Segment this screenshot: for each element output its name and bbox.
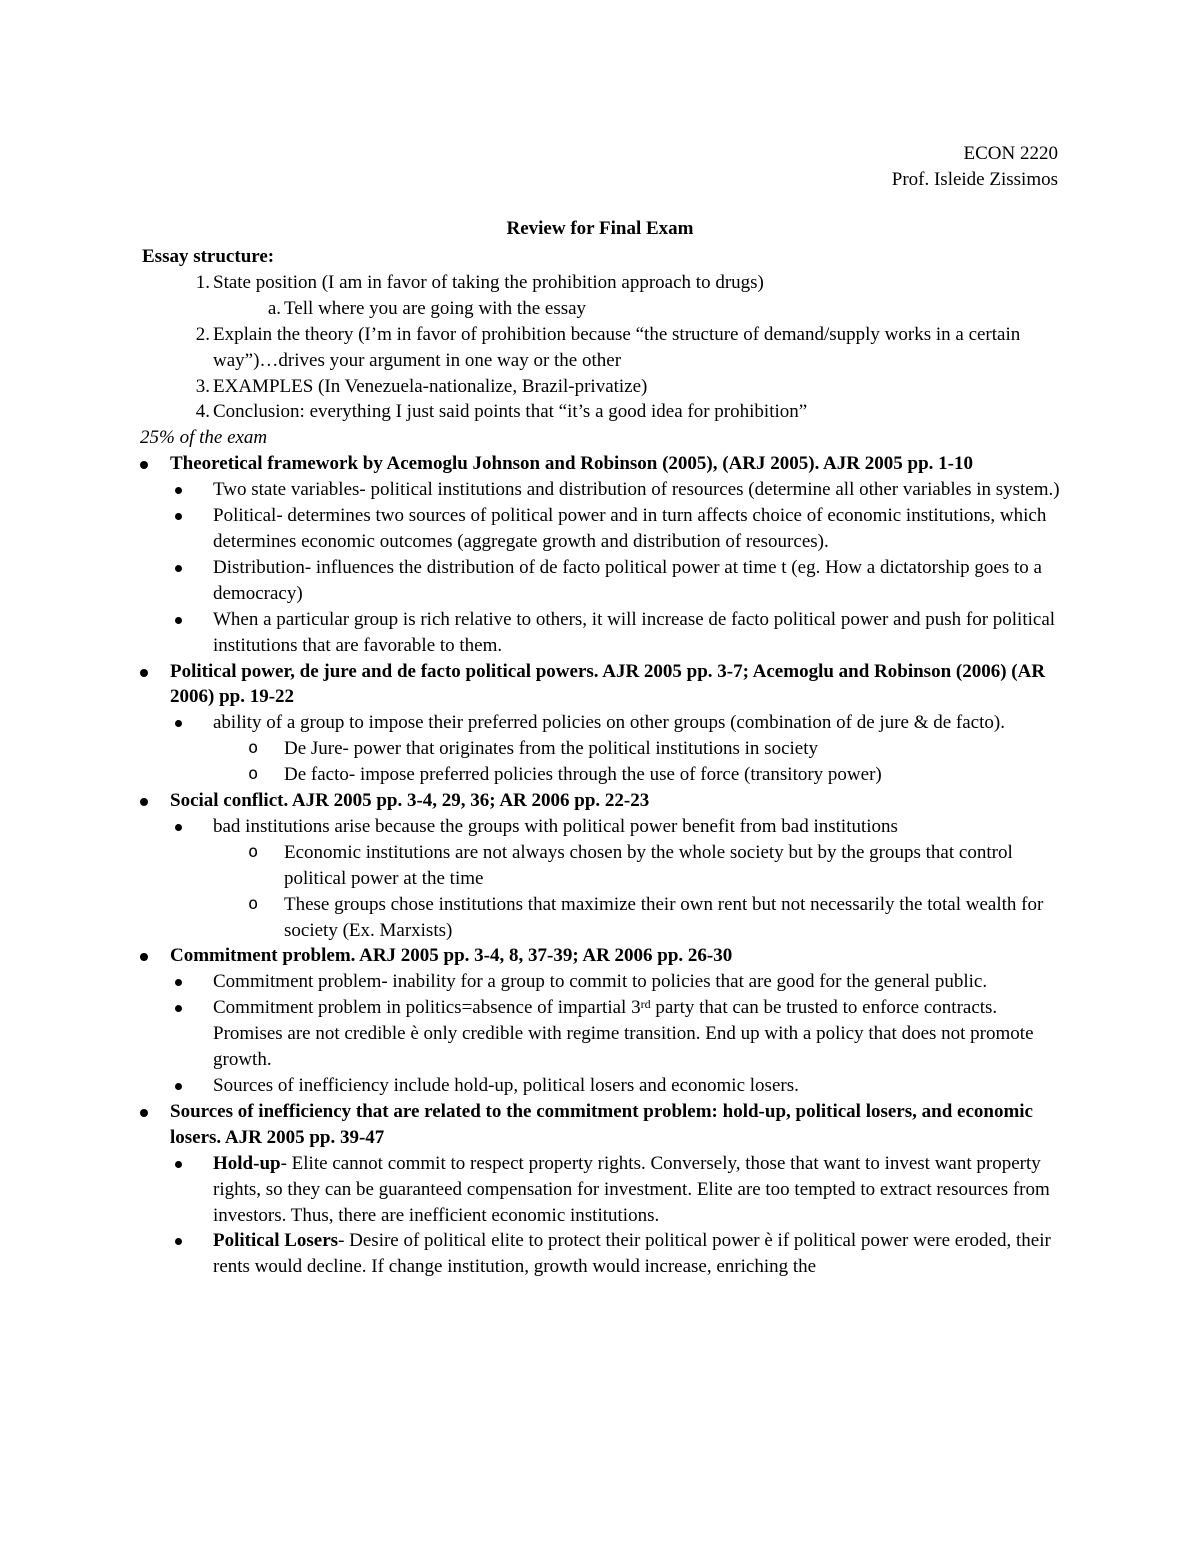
topic-bullet: Hold-up- Elite cannot commit to respect property rights. Conversely, those that want to invest want property rights, so they can be guaranteed compensation for investment. Elite are too tempted to extract resources from investors. Thus, there are inefficient economic institutions. [142, 1151, 1062, 1229]
topic-bullet: Sources of inefficiency include hold-up, political losers and economic losers. [142, 1073, 1062, 1099]
topic-bullet: When a particular group is rich relative to others, it will increase de facto political power and push for political institutions that are favorable to them. [142, 607, 1062, 659]
item-text: Conclusion: everything I just said points that “it’s a good idea for prohibition” [213, 401, 808, 423]
topic-bullet: Distribution- influences the distribution of de facto political power at time t (eg. How a dictatorship goes to a democracy) [142, 555, 1062, 607]
essay-heading: Essay structure: [142, 246, 275, 267]
bullet-icon [175, 617, 182, 624]
exam-weight-note: 25% of the exam [140, 427, 268, 449]
bullet-icon [175, 979, 182, 986]
item-text: Explain the theory (I’m in favor of prohibition because “the structure of demand/supply works in a certain way”)…drives your argument in one way or the other [213, 323, 1021, 371]
bullet-icon [175, 824, 182, 831]
bullet-icon [175, 1238, 182, 1245]
topic-bullet: ability of a group to impose their preferred policies on other groups (combination of de jure & de facto). [142, 710, 1062, 736]
bullet-icon [175, 720, 182, 727]
topic-heading: Theoretical framework by Acemoglu Johnson and Robinson (2005), (ARJ 2005). AJR 2005 pp. 1-10 [142, 451, 1062, 477]
item-text: State position (I am in favor of taking the prohibition approach to drugs) [213, 271, 764, 293]
topic-heading: Social conflict. AJR 2005 pp. 3-4, 29, 36; AR 2006 pp. 22-23 [142, 788, 1062, 814]
item-number: 2. [195, 323, 210, 345]
essay-item [142, 270, 1062, 296]
topic-subbullet: o De Jure- power that originates from the political institutions in society [142, 736, 1062, 762]
topic-bullet: Two state variables- political institutions and distribution of resources (determine all other variables in system.) [142, 477, 1062, 503]
item-number: 4. [195, 401, 210, 423]
page-title: Review for Final Exam [506, 218, 694, 239]
essay-item [142, 374, 1062, 400]
circle-bullet-icon: o [248, 893, 259, 914]
circle-bullet-icon: o [248, 841, 259, 862]
bullet-icon [175, 1083, 182, 1090]
bullet-icon [175, 1161, 182, 1168]
bullet-icon [140, 798, 148, 806]
topic-heading: Commitment problem. ARJ 2005 pp. 3-4, 8, 37-39; AR 2006 pp. 26-30 [142, 943, 1062, 969]
topic-bullet: Commitment problem in politics=absence of impartial 3rd party that can be trusted to enforce contracts. Promises are not credible è only credible with regime transition. End up with a policy that does not promote growth. [142, 995, 1062, 1073]
essay-item [142, 322, 1062, 374]
topic-bullet: bad institutions arise because the groups with political power benefit from bad institutions [142, 814, 1062, 840]
topic-bullet: Commitment problem- inability for a group to commit to policies that are good for the general public. [142, 969, 1062, 995]
item-number: a. [267, 297, 281, 319]
bullet-icon [140, 461, 148, 469]
bullet-icon [175, 487, 182, 494]
circle-bullet-icon: o [248, 764, 259, 785]
topic-subbullet: o These groups chose institutions that maximize their own rent but not necessarily the total wealth for society (Ex. Marxists) [248, 893, 1044, 941]
document-body [142, 244, 1062, 1280]
circle-bullet-icon: o [248, 738, 259, 759]
topic-subbullet: o Economic institutions are not always chosen by the whole society but by the groups that control political power at the time [248, 841, 1013, 889]
superscript: rd [640, 997, 651, 1012]
bullet-icon [140, 1109, 148, 1117]
professor-name: Prof. Isleide Zissimos [891, 169, 1058, 190]
topic-heading: Political power, de jure and de facto political powers. AJR 2005 pp. 3-7; Acemoglu and Robinson (2006) (AR 2006) pp. 19-22 [142, 659, 1062, 711]
bullet-icon [140, 669, 148, 677]
topic-subbullet: o De facto- impose preferred policies through the use of force (transitory power) [142, 762, 1062, 788]
topic-heading: Sources of inefficiency that are related to the commitment problem: hold-up, political losers, and economic losers. AJR 2005 pp. 39-47 [142, 1099, 1062, 1151]
bullet-icon [175, 565, 182, 572]
bullet-icon [175, 1005, 182, 1012]
essay-item [142, 399, 1062, 425]
item-text: EXAMPLES (In Venezuela-nationalize, Brazil-privatize) [213, 375, 648, 397]
essay-subitem [142, 296, 1062, 322]
bullet-icon [175, 513, 182, 520]
topic-bullet: Political- determines two sources of political power and in turn affects choice of economic institutions, which determines economic outcomes (aggregate growth and distribution of resources). [142, 503, 1062, 555]
item-number: 1. [195, 271, 210, 293]
bullet-icon [140, 953, 148, 961]
topic-bullet: Political Losers- Desire of political elite to protect their political power è if political power were eroded, their rents would decline. If change institution, growth would increase, enriching the [142, 1228, 1062, 1280]
item-text: Tell where you are going with the essay [284, 297, 587, 319]
item-number: 3. [195, 375, 210, 397]
course-code: ECON 2220 [963, 143, 1058, 164]
